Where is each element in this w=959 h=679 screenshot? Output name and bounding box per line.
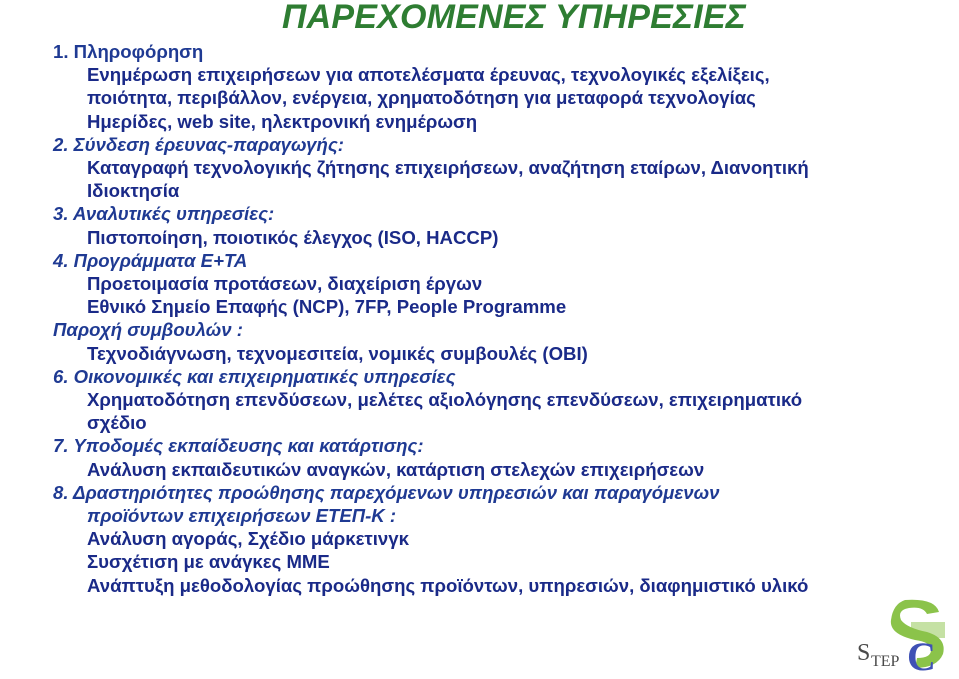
item-6-heading: 6. Οικονομικές και επιχειρηματικές υπηρεσίες xyxy=(53,365,456,387)
logo-letters-tep: TEP xyxy=(871,653,900,670)
logo-letter-s: S xyxy=(857,640,871,666)
stepc-logo xyxy=(835,598,959,679)
item-2-line-1: Καταγραφή τεχνολογικής ζήτησης επιχειρήσεων, αναζήτηση εταίρων, Διανοητική xyxy=(87,157,809,179)
page-title: ΠΑΡΕΧΟΜΕΝΕΣ ΥΠΗΡΕΣΙΕΣ xyxy=(282,0,747,36)
item-1-line-1: Ενημέρωση επιχειρήσεων για αποτελέσματα έρευνας, τεχνολογικές εξελίξεις, xyxy=(87,64,770,86)
item-8-line-2: Ανάλυση αγοράς, Σχέδιο μάρκετινγκ xyxy=(87,528,409,550)
item-6-line-2: σχέδιο xyxy=(87,412,147,434)
item-7-heading: 7. Υποδομές εκπαίδευσης και κατάρτισης: xyxy=(53,435,424,457)
item-4-line-2: Εθνικό Σημείο Επαφής (NCP), 7FP, People Programme xyxy=(87,296,567,318)
item-6-line-1: Χρηματοδότηση επενδύσεων, μελέτες αξιολόγησης επενδύσεων, επιχειρηματικό xyxy=(87,389,803,411)
item-4-line-1: Προετοιμασία προτάσεων, διαχείριση έργων xyxy=(87,273,483,295)
item-3-heading: 3. Αναλυτικές υπηρεσίες: xyxy=(53,203,275,225)
item-2-heading: 2. Σύνδεση έρευνας-παραγωγής: xyxy=(53,133,344,155)
item-1-line-2: ποιότητα, περιβάλλον, ενέργεια, χρηματοδότηση για μεταφορά τεχνολογίας xyxy=(87,87,756,109)
item-2-line-2: Ιδιοκτησία xyxy=(87,180,180,202)
item-5-line-1: Τεχνοδιάγνωση, τεχνομεσιτεία, νομικές συμβουλές (OBI) xyxy=(87,342,588,364)
item-8-heading: 8. Δραστηριότητες προώθησης παρεχόμενων υπηρεσιών και παραγόμενων xyxy=(53,481,720,503)
item-8-line-4: Ανάπτυξη μεθοδολογίας προώθησης προϊόντων, υπηρεσιών, διαφημιστικό υλικό xyxy=(87,574,809,596)
item-1-heading: 1. Πληροφόρηση xyxy=(53,41,204,62)
item-5-heading: Παροχή συμβουλών : xyxy=(53,319,243,341)
logo-letter-c: C xyxy=(907,634,936,679)
item-4-heading: 4. Προγράμματα Ε+ΤΑ xyxy=(53,249,248,271)
item-8-line-1: προϊόντων επιχειρήσεων ΕΤΕΠ-Κ : xyxy=(87,505,397,527)
item-7-line-1: Ανάλυση εκπαιδευτικών αναγκών, κατάρτιση στελεχών επιχειρήσεων xyxy=(87,458,705,480)
services-list xyxy=(53,40,953,597)
item-1-line-3: Ημερίδες, web site, ηλεκτρονική ενημέρωση xyxy=(87,110,478,132)
item-3-line-1: Πιστοποίηση, ποιοτικός έλεγχος (ISO, HACCP) xyxy=(87,226,499,248)
item-8-line-3: Συσχέτιση με ανάγκες ΜΜΕ xyxy=(87,551,330,573)
